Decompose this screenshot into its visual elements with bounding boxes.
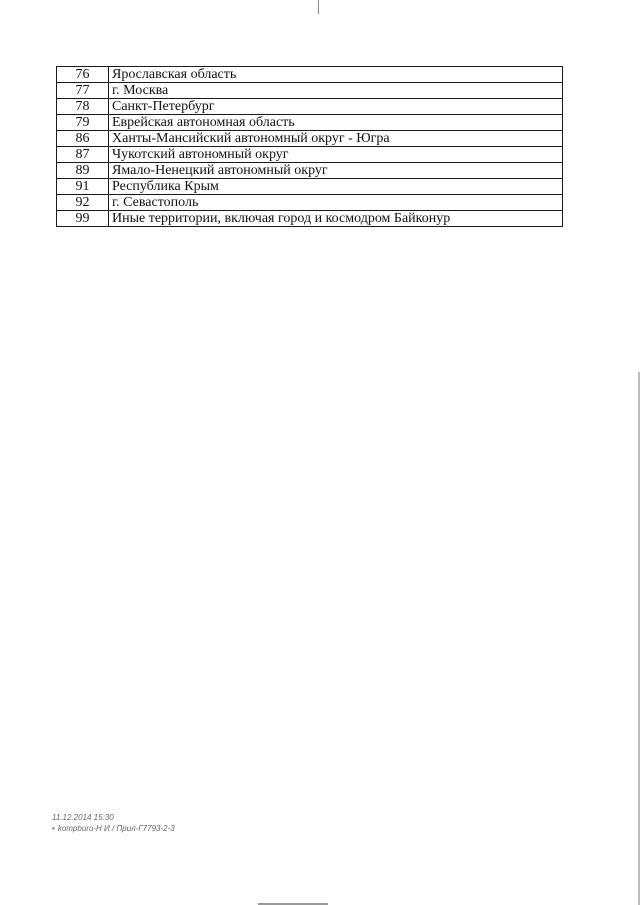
region-name-cell: Ханты-Мансийский автономный округ - Югра: [109, 131, 563, 147]
file-reference-line: [52, 823, 175, 834]
print-timestamp: 11.12.2014 15:30: [52, 813, 114, 822]
region-code-cell: 92: [57, 195, 109, 211]
region-code-cell: 78: [57, 99, 109, 115]
table-row: [57, 195, 563, 211]
region-code-cell: 91: [57, 179, 109, 195]
region-name-cell: Еврейская автономная область: [109, 115, 563, 131]
table-row: [57, 67, 563, 83]
table-row: [57, 83, 563, 99]
file-reference: kompburo-Н И / Прил-Г7793-2-3: [57, 824, 175, 833]
region-name-cell: Ярославская область: [109, 67, 563, 83]
table-row: [57, 163, 563, 179]
table-row: [57, 211, 563, 227]
region-name-cell: Республика Крым: [109, 179, 563, 195]
region-code-cell: 99: [57, 211, 109, 227]
region-codes-table: [56, 66, 563, 227]
region-name-cell: Санкт-Петербург: [109, 99, 563, 115]
region-code-cell: 77: [57, 83, 109, 99]
table-row: [57, 115, 563, 131]
region-code-cell: 89: [57, 163, 109, 179]
bullet-icon: •: [52, 824, 55, 833]
region-name-cell: г. Москва: [109, 83, 563, 99]
table-row: [57, 147, 563, 163]
region-code-cell: 79: [57, 115, 109, 131]
table-row: [57, 179, 563, 195]
region-name-cell: Чукотский автономный округ: [109, 147, 563, 163]
region-code-cell: 86: [57, 131, 109, 147]
print-footer: [52, 812, 175, 834]
region-name-cell: г. Севастополь: [109, 195, 563, 211]
table-row: [57, 99, 563, 115]
region-code-cell: 76: [57, 67, 109, 83]
region-code-cell: 87: [57, 147, 109, 163]
scan-mark: [318, 0, 319, 14]
region-name-cell: Иные территории, включая город и космодром Байконур: [109, 211, 563, 227]
table-row: [57, 131, 563, 147]
region-name-cell: Ямало-Ненецкий автономный округ: [109, 163, 563, 179]
